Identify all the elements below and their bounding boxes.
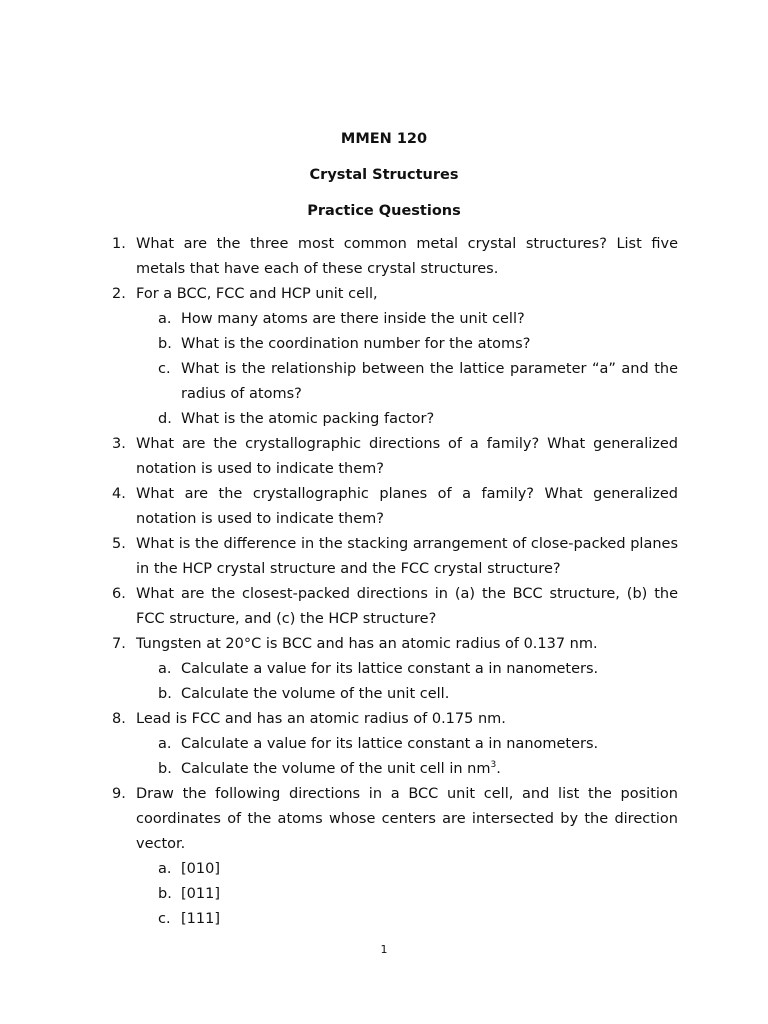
question-9-part-c [108,907,678,932]
document-subtitle: Practice Questions [307,203,461,219]
superscript-exponent: 3 [490,760,497,771]
question-8-part-b [108,757,678,782]
course-code: MMEN 120 [340,131,428,147]
question-number: 5. [112,536,126,552]
question-number: 1. [112,236,126,252]
question-text: What are the crystallographic planes of a family? What generalized notation is used to indicate them? [136,486,678,527]
question-8-part-a [108,732,678,757]
question-text: What are the three most common metal crystal structures? List five metals that have each of these crystal structures. [136,236,678,277]
question-1 [108,232,678,282]
question-number: 6. [112,586,126,602]
question-2-part-c [108,357,678,407]
question-8 [108,707,678,732]
part-label: b. [158,336,172,352]
question-text: Draw the following directions in a BCC unit cell, and list the position coordinates of the atoms whose centers are intersected by the direction vector. [136,786,678,852]
part-label: a. [158,311,172,327]
question-number: 3. [112,436,126,452]
question-text: What are the closest-packed directions in (a) the BCC structure, (b) the FCC structure, and (c) the HCP structure? [136,586,678,627]
part-text-tail: . [496,761,501,777]
question-text: What are the crystallographic directions of a family? What generalized notation is used to indicate them? [136,436,678,477]
part-text: Calculate the volume of the unit cell in nm [181,761,491,777]
part-label: a. [158,861,172,877]
question-text: What is the difference in the stacking arrangement of close-packed planes in the HCP crystal structure and the FCC crystal structure? [136,536,678,577]
question-number: 7. [112,636,126,652]
question-9-part-a [108,857,678,882]
page-number: 1 [380,943,388,956]
question-number: 8. [112,711,126,727]
part-text: Calculate the volume of the unit cell. [181,686,450,702]
question-number: 9. [112,786,126,802]
part-text: How many atoms are there inside the unit cell? [181,311,525,327]
part-text: [010] [181,861,220,877]
question-4 [108,482,678,532]
question-text: Tungsten at 20°C is BCC and has an atomic radius of 0.137 nm. [136,636,598,652]
part-text: What is the atomic packing factor? [181,411,435,427]
part-label: c. [158,361,171,377]
question-7-part-a [108,657,678,682]
part-label: d. [158,411,172,427]
question-5 [108,532,678,582]
part-text: Calculate a value for its lattice constant a in nanometers. [181,736,599,752]
question-2-part-b [108,332,678,357]
question-text: Lead is FCC and has an atomic radius of 0.175 nm. [136,711,506,727]
part-label: b. [158,686,172,702]
part-text: What is the coordination number for the atoms? [181,336,531,352]
question-number: 2. [112,286,126,302]
document-title: Crystal Structures [309,167,459,183]
part-text: What is the relationship between the lattice parameter “a” and the radius of atoms? [181,361,678,402]
question-text: For a BCC, FCC and HCP unit cell, [136,286,378,302]
question-9 [108,782,678,857]
part-text: [011] [181,886,220,902]
part-text: Calculate a value for its lattice constant a in nanometers. [181,661,599,677]
question-7 [108,632,678,657]
question-list [108,232,678,932]
part-text: [111] [181,911,220,927]
question-number: 4. [112,486,126,502]
question-2 [108,282,678,307]
part-label: a. [158,736,172,752]
question-6 [108,582,678,632]
part-label: c. [158,911,171,927]
question-2-part-a [108,307,678,332]
question-9-part-b [108,882,678,907]
part-label: b. [158,761,172,777]
question-2-part-d [108,407,678,432]
part-label: a. [158,661,172,677]
part-label: b. [158,886,172,902]
question-7-part-b [108,682,678,707]
question-3 [108,432,678,482]
